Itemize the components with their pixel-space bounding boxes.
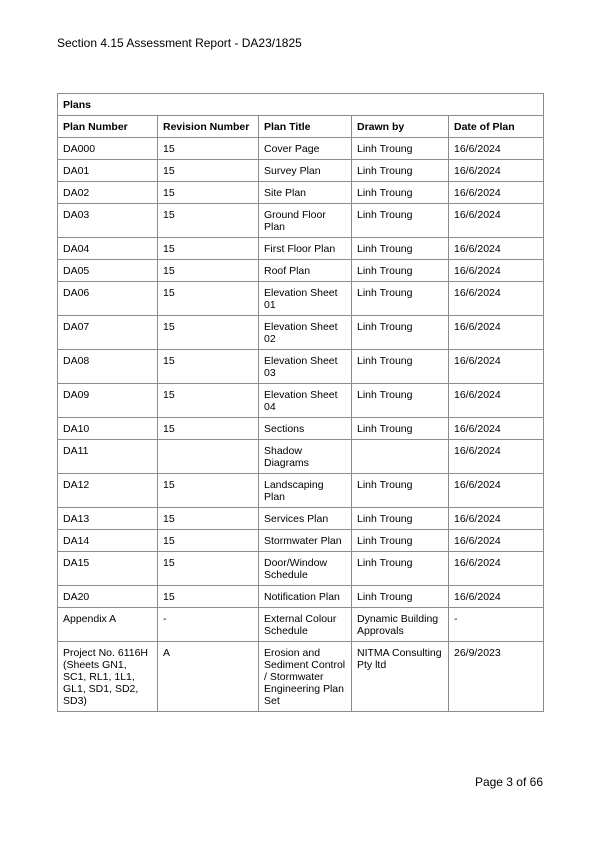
plan-title-cell: Roof Plan bbox=[259, 260, 352, 282]
table-row bbox=[58, 238, 544, 260]
table-row bbox=[58, 316, 544, 350]
date-of-plan-cell: 16/6/2024 bbox=[449, 552, 544, 586]
plan-title-cell: Erosion and Sediment Control / Stormwater Engineering Plan Set bbox=[259, 642, 352, 712]
plan-number-cell: DA06 bbox=[58, 282, 158, 316]
date-of-plan-cell: 16/6/2024 bbox=[449, 282, 544, 316]
plan-number-cell: DA01 bbox=[58, 160, 158, 182]
date-of-plan-cell: 16/6/2024 bbox=[449, 418, 544, 440]
plan-number-cell: DA11 bbox=[58, 440, 158, 474]
plan-title-cell: Elevation Sheet 04 bbox=[259, 384, 352, 418]
drawn-by-cell: Linh Troung bbox=[352, 552, 449, 586]
revision-number-cell: 15 bbox=[158, 586, 259, 608]
date-of-plan-cell: 16/6/2024 bbox=[449, 530, 544, 552]
revision-number-cell: 15 bbox=[158, 530, 259, 552]
table-row bbox=[58, 138, 544, 160]
drawn-by-cell: Linh Troung bbox=[352, 530, 449, 552]
revision-number-cell: 15 bbox=[158, 418, 259, 440]
table-row bbox=[58, 552, 544, 586]
plan-title-cell: Cover Page bbox=[259, 138, 352, 160]
table-caption: Plans bbox=[58, 94, 544, 116]
date-of-plan-cell: 16/6/2024 bbox=[449, 586, 544, 608]
plan-title-cell: Ground Floor Plan bbox=[259, 204, 352, 238]
plan-title-cell: Elevation Sheet 01 bbox=[259, 282, 352, 316]
drawn-by-cell: Linh Troung bbox=[352, 474, 449, 508]
drawn-by-cell: Linh Troung bbox=[352, 316, 449, 350]
revision-number-cell: 15 bbox=[158, 316, 259, 350]
date-of-plan-cell: 16/6/2024 bbox=[449, 474, 544, 508]
plan-number-cell: DA20 bbox=[58, 586, 158, 608]
table-row bbox=[58, 384, 544, 418]
drawn-by-cell: NITMA Consulting Pty ltd bbox=[352, 642, 449, 712]
date-of-plan-cell: 16/6/2024 bbox=[449, 350, 544, 384]
plan-title-cell: Sections bbox=[259, 418, 352, 440]
plan-title-cell: First Floor Plan bbox=[259, 238, 352, 260]
table-row bbox=[58, 530, 544, 552]
plan-number-cell: DA000 bbox=[58, 138, 158, 160]
table-row bbox=[58, 350, 544, 384]
date-of-plan-cell: 16/6/2024 bbox=[449, 440, 544, 474]
date-of-plan-cell: 16/6/2024 bbox=[449, 138, 544, 160]
plan-title-cell: Notification Plan bbox=[259, 586, 352, 608]
drawn-by-cell: Linh Troung bbox=[352, 204, 449, 238]
plan-title-cell: External Colour Schedule bbox=[259, 608, 352, 642]
table-row bbox=[58, 642, 544, 712]
revision-number-cell: 15 bbox=[158, 384, 259, 418]
column-header-drawn-by: Drawn by bbox=[352, 116, 449, 138]
revision-number-cell: 15 bbox=[158, 138, 259, 160]
column-header-revision-number: Revision Number bbox=[158, 116, 259, 138]
drawn-by-cell: Linh Troung bbox=[352, 260, 449, 282]
revision-number-cell: - bbox=[158, 608, 259, 642]
table-row bbox=[58, 282, 544, 316]
drawn-by-cell: Linh Troung bbox=[352, 182, 449, 204]
revision-number-cell: 15 bbox=[158, 238, 259, 260]
plan-number-cell: DA08 bbox=[58, 350, 158, 384]
plan-number-cell: Project No. 6116H (Sheets GN1, SC1, RL1, 1L1, GL1, SD1, SD2, SD3) bbox=[58, 642, 158, 712]
drawn-by-cell: Linh Troung bbox=[352, 508, 449, 530]
revision-number-cell: 15 bbox=[158, 350, 259, 384]
column-header-plan-number: Plan Number bbox=[58, 116, 158, 138]
revision-number-cell: 15 bbox=[158, 182, 259, 204]
table-row bbox=[58, 418, 544, 440]
plan-title-cell: Elevation Sheet 03 bbox=[259, 350, 352, 384]
plan-title-cell: Elevation Sheet 02 bbox=[259, 316, 352, 350]
table-row bbox=[58, 160, 544, 182]
revision-number-cell: 15 bbox=[158, 552, 259, 586]
date-of-plan-cell: 16/6/2024 bbox=[449, 260, 544, 282]
plan-title-cell: Door/Window Schedule bbox=[259, 552, 352, 586]
drawn-by-cell: Linh Troung bbox=[352, 350, 449, 384]
date-of-plan-cell: 16/6/2024 bbox=[449, 508, 544, 530]
date-of-plan-cell: 16/6/2024 bbox=[449, 204, 544, 238]
drawn-by-cell: Linh Troung bbox=[352, 586, 449, 608]
column-header-plan-title: Plan Title bbox=[259, 116, 352, 138]
date-of-plan-cell: 16/6/2024 bbox=[449, 182, 544, 204]
revision-number-cell: 15 bbox=[158, 160, 259, 182]
table-header-row bbox=[58, 116, 544, 138]
plan-title-cell: Shadow Diagrams bbox=[259, 440, 352, 474]
plan-number-cell: Appendix A bbox=[58, 608, 158, 642]
table-row bbox=[58, 608, 544, 642]
plan-title-cell: Survey Plan bbox=[259, 160, 352, 182]
table-row bbox=[58, 182, 544, 204]
plan-title-cell: Site Plan bbox=[259, 182, 352, 204]
table-row bbox=[58, 440, 544, 474]
revision-number-cell: 15 bbox=[158, 508, 259, 530]
plan-number-cell: DA12 bbox=[58, 474, 158, 508]
plans-table bbox=[57, 93, 544, 712]
revision-number-cell: 15 bbox=[158, 282, 259, 316]
drawn-by-cell: Linh Troung bbox=[352, 238, 449, 260]
revision-number-cell: 15 bbox=[158, 204, 259, 238]
plan-number-cell: DA14 bbox=[58, 530, 158, 552]
date-of-plan-cell: 16/6/2024 bbox=[449, 238, 544, 260]
plan-number-cell: DA15 bbox=[58, 552, 158, 586]
drawn-by-cell: Dynamic Building Approvals bbox=[352, 608, 449, 642]
plan-number-cell: DA09 bbox=[58, 384, 158, 418]
table-row bbox=[58, 204, 544, 238]
plan-number-cell: DA07 bbox=[58, 316, 158, 350]
revision-number-cell: 15 bbox=[158, 260, 259, 282]
plan-number-cell: DA04 bbox=[58, 238, 158, 260]
revision-number-cell: 15 bbox=[158, 474, 259, 508]
drawn-by-cell: Linh Troung bbox=[352, 384, 449, 418]
revision-number-cell bbox=[158, 440, 259, 474]
drawn-by-cell: Linh Troung bbox=[352, 282, 449, 316]
drawn-by-cell: Linh Troung bbox=[352, 160, 449, 182]
plan-number-cell: DA05 bbox=[58, 260, 158, 282]
table-body bbox=[58, 138, 544, 712]
plan-number-cell: DA13 bbox=[58, 508, 158, 530]
plan-title-cell: Landscaping Plan bbox=[259, 474, 352, 508]
plan-number-cell: DA02 bbox=[58, 182, 158, 204]
plan-number-cell: DA10 bbox=[58, 418, 158, 440]
table-row bbox=[58, 474, 544, 508]
table-caption-row bbox=[58, 94, 544, 116]
drawn-by-cell: Linh Troung bbox=[352, 418, 449, 440]
revision-number-cell: A bbox=[158, 642, 259, 712]
table-row bbox=[58, 508, 544, 530]
plan-number-cell: DA03 bbox=[58, 204, 158, 238]
page-header-title: Section 4.15 Assessment Report - DA23/1825 bbox=[57, 36, 302, 50]
date-of-plan-cell: - bbox=[449, 608, 544, 642]
drawn-by-cell bbox=[352, 440, 449, 474]
table-row bbox=[58, 586, 544, 608]
date-of-plan-cell: 26/9/2023 bbox=[449, 642, 544, 712]
column-header-date-of-plan: Date of Plan bbox=[449, 116, 544, 138]
table-row bbox=[58, 260, 544, 282]
plan-title-cell: Stormwater Plan bbox=[259, 530, 352, 552]
page-number: Page 3 of 66 bbox=[474, 775, 543, 789]
plan-title-cell: Services Plan bbox=[259, 508, 352, 530]
drawn-by-cell: Linh Troung bbox=[352, 138, 449, 160]
date-of-plan-cell: 16/6/2024 bbox=[449, 384, 544, 418]
date-of-plan-cell: 16/6/2024 bbox=[449, 160, 544, 182]
date-of-plan-cell: 16/6/2024 bbox=[449, 316, 544, 350]
